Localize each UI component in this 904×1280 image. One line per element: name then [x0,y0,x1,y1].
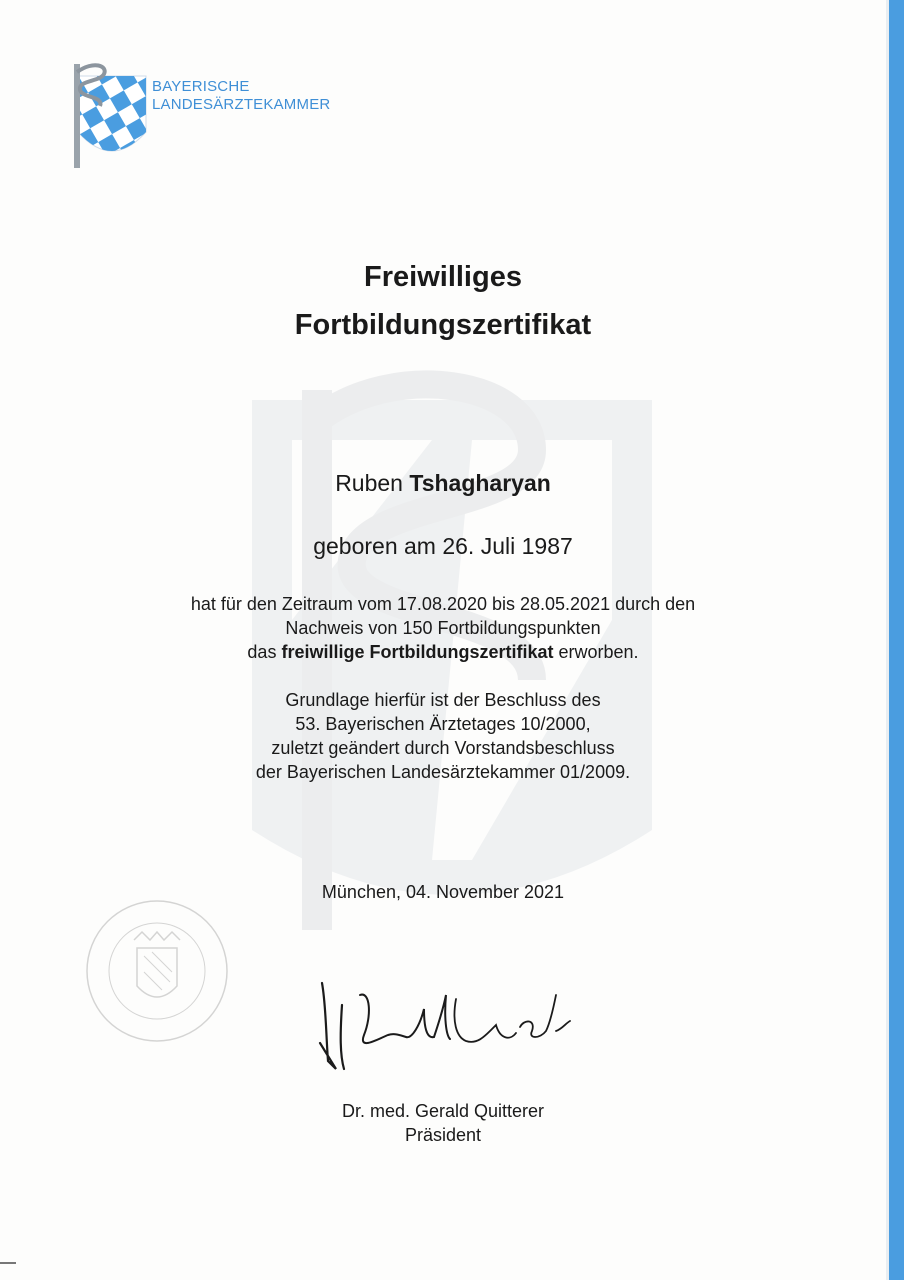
award-line2: Nachweis von 150 Fortbildungspunkten [285,618,601,638]
scan-corner-mark [0,1262,16,1264]
certificate-title-line2: Fortbildungszertifikat [294,309,592,341]
recipient-first-name: Ruben [335,470,403,496]
basis-line3: zuletzt geändert durch Vorstandsbeschluss [271,738,615,758]
award-paragraph [0,592,886,664]
basis-line1: Grundlage hierfür ist der Beschluss des [285,690,601,710]
basis-line4: der Bayerischen Landesärztekammer 01/2009. [255,762,631,782]
embossed-seal-icon [82,896,232,1046]
page-edge-stripe [886,0,904,1280]
award-line3-bold: freiwillige Fortbildungszertifikat [281,642,554,662]
certificate-title-line1: Freiwilliges [364,261,522,293]
organization-name [152,78,330,114]
signer-name: Dr. med. Gerald Quitterer [341,1101,545,1121]
signer-role: Präsident [404,1125,482,1145]
award-line1: hat für den Zeitraum vom 17.08.2020 bis 28.05.2021 durch den [190,594,696,614]
organization-name-line1: BAYERISCHE [152,78,250,95]
basis-paragraph [0,688,886,784]
award-line3 [0,640,886,664]
handwritten-signature-icon [300,965,580,1085]
bavarian-shield-aesculapian-icon [64,58,160,170]
organization-name-line2: LANDESÄRZTEKAMMER [152,96,331,113]
recipient-last-name: Tshagharyan [409,470,551,496]
award-line3-post: erworben. [558,642,639,662]
award-line3-pre: das [247,642,277,662]
recipient-name [0,470,886,497]
basis-line2: 53. Bayerischen Ärztetages 10/2000, [295,714,591,734]
place-date: München, 04. November 2021 [321,882,565,902]
birth-date-line: geboren am 26. Juli 1987 [313,533,573,559]
